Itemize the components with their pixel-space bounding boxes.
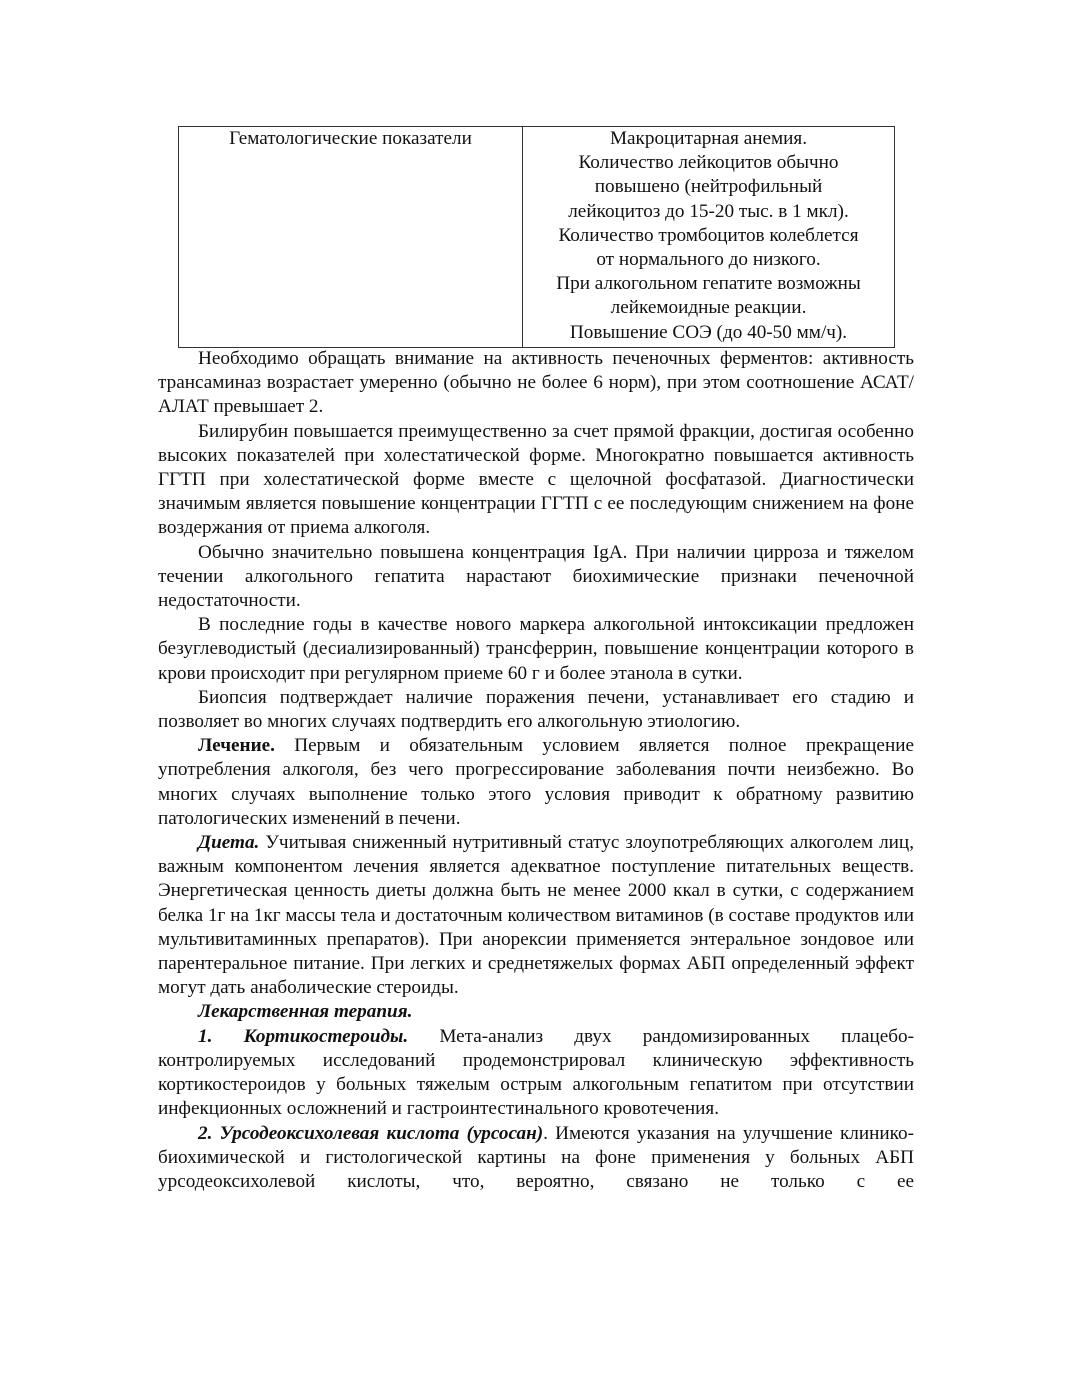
corticosteroids-text: Мета-анализ двух рандомизированных плацебо-контролируемых исследований продемонстрировал клиническую эффективность кортикостероидов у больных тяжелым острым алкогольным гепатитом при отсутствии инфекционных осложнений и гастроинтестинального кровотечения. — [158, 1025, 914, 1120]
paragraph-transferrin: В последние годы в качестве нового маркера алкогольной интоксикации предложен безуглеводистый (десиализированный) трансферрин, повышение концентрации которого в крови происходит при регулярном приеме 60 г и более этанола в сутки. — [158, 614, 914, 684]
corticosteroids-label: 1. Кортикостероиды. — [198, 1025, 409, 1047]
cell-line: Повышение СОЭ (до 40-50 мм/ч). — [569, 321, 848, 343]
paragraph-diet — [158, 831, 914, 1000]
lab-findings-table — [178, 126, 895, 348]
cell-line: повышено (нейтрофильный — [594, 176, 823, 198]
udca-text: . Имеются указания на улучшение клинико-биохимической и гистологической картины на фоне применения у больных АБП урсодеоксихолевой кислоты, что, вероятно, связано не только с ее — [158, 1122, 915, 1192]
cell-line: Макроцитарная анемия. — [609, 128, 808, 149]
section-heading: Лекарственная терапия. — [198, 1001, 413, 1023]
treatment-label: Лечение. — [198, 735, 275, 757]
cell-line: При алкогольном гепатите возможны — [556, 273, 861, 295]
paragraph-corticosteroids — [158, 1025, 914, 1122]
cell-line: Количество лейкоцитов обычно — [578, 152, 839, 174]
table-cell-category: Гематологические показатели — [179, 127, 523, 348]
diet-label: Диета. — [198, 832, 260, 854]
paragraph-bilirubin: Билирубин повышается преимущественно за счет прямой фракции, достигая особенно высоких показателей при холестатической форме. Многократно повышается активность ГГТП при холестатической форме вместе с щелочной фосфатазой. Диагностически значимым является повышение концентрации ГГТП с ее последующим снижением на фоне воздержания от приема алкоголя. — [158, 420, 914, 539]
paragraph-udca — [158, 1122, 914, 1195]
paragraph-iga: Обычно значительно повышена концентрация IgA. При наличии цирроза и тяжелом течении алкогольного гепатита нарастают биохимические признаки печеночной недостаточности. — [158, 541, 914, 612]
cell-line: от нормального до низкого. — [596, 249, 821, 271]
paragraph-biopsy: Биопсия подтверждает наличие поражения печени, устанавливает его стадию и позволяет во многих случаях подтвердить его алкогольную этиологию. — [158, 686, 914, 733]
diet-text: Учитывая сниженный нутритивный статус злоупотребляющих алкоголем лиц, важным компонентом лечения является адекватное поступление питательных веществ. Энергетическая ценность диеты должна быть не менее 2000 ккал в сутки, с содержанием белка 1г на 1кг массы тела и достаточным количеством витаминов (в составе продуктов или мультивитаминных препаратов). При анорексии применяется энтеральное зондовое или парентеральное питание. При легких и среднетяжелых формах АБП определенный эффект могут дать анаболические стероиды. — [158, 832, 914, 999]
paragraph-treatment — [158, 734, 914, 831]
treatment-text: Первым и обязательным условием является полное прекращение употребления алкоголя, без чего прогрессирование заболевания почти неизбежно. Во многих случаях выполнение только этого условия приводит к обратному развитию патологических изменений в печени. — [158, 735, 914, 829]
table-row — [179, 127, 895, 348]
table-cell-findings — [523, 127, 895, 348]
body-text — [158, 347, 914, 1194]
paragraph-enzymes: Необходимо обращать внимание на активность печеночных ферментов: активность трансаминаз возрастает умеренно (обычно не более 6 норм), при этом соотношение АСАТ/АЛАТ превышает 2. — [158, 348, 914, 418]
cell-line: Количество тромбоцитов колеблется — [558, 224, 859, 246]
udca-label: 2. Урсодеоксихолевая кислота (урсосан) — [198, 1122, 544, 1144]
cell-line: лейкоцитоз до 15-20 тыс. в 1 мкл). — [568, 200, 849, 222]
cell-line: лейкемоидные реакции. — [610, 297, 807, 319]
